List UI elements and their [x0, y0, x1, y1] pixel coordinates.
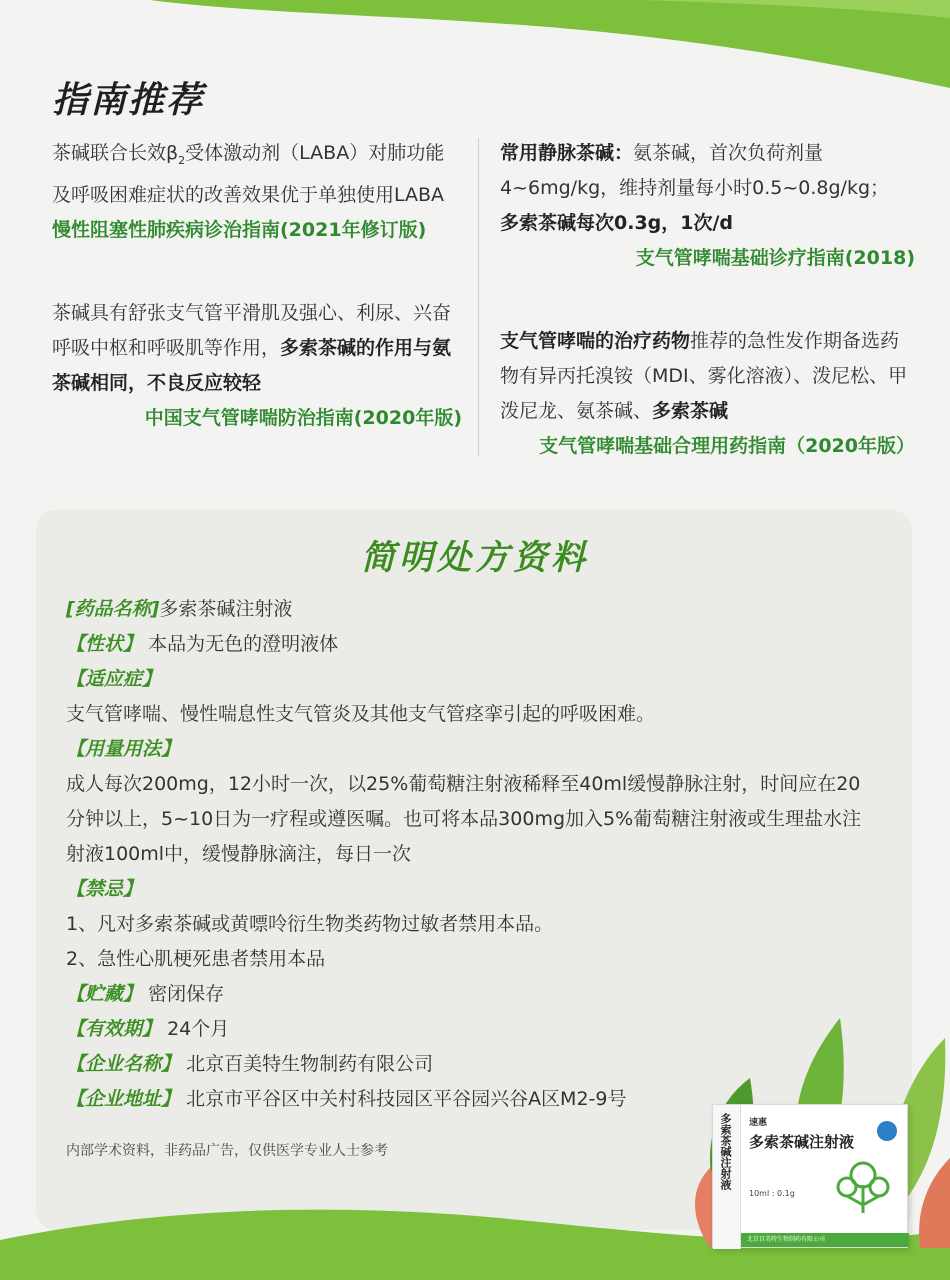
guide-title: 指南推荐 [52, 80, 205, 121]
column-divider [478, 138, 479, 456]
disclaimer-note: 内部学术资料，非药品广告，仅供医学专业人士参考 [66, 1143, 388, 1159]
guide-left-column [52, 136, 462, 436]
product-box-side: 多索茶碱注射液 [713, 1105, 741, 1249]
contraindication-2: 2、急性心肌梗死患者禁用本品 [66, 948, 326, 970]
expiry-row: 【有效期】 24个月 [66, 1018, 230, 1040]
company-row: 【企业名称】 北京百美特生物制药有限公司 [66, 1053, 434, 1075]
product-box-image [712, 1104, 908, 1248]
guide-right-bottom-text: 支气管哮喘的治疗药物推荐的急性发作期备选药物有异丙托溴铵（MDI、雾化溶液）、泼尼松、甲泼尼龙、氨茶碱、多索茶碱 [500, 330, 908, 422]
guide-right-column [500, 136, 915, 464]
storage-row: 【贮藏】 密闭保存 [66, 983, 225, 1005]
address-row: 【企业地址】 北京市平谷区中关村科技园区平谷园兴谷A区M2-9号 [66, 1088, 627, 1110]
guide-right-bottom-source: 支气管哮喘基础合理用药指南（2020年版） [539, 435, 915, 457]
indication-label: 【适应症】 [66, 668, 162, 690]
guide-left-top-source: 慢性阻塞性肺疾病诊治指南(2021年修订版) [52, 218, 427, 241]
guide-right-top-text: 常用静脉茶碱：氨茶碱，首次负荷剂量4~6mg/kg，维持剂量每小时0.5~0.8g/kg； 多索茶碱每次0.3g，1次/d [500, 142, 890, 234]
drug-name-row: [药品名称]多索茶碱注射液 [66, 598, 293, 620]
tree-logo-icon [833, 1155, 893, 1215]
guide-right-top-source: 支气管哮喘基础诊疗指南(2018) [635, 247, 915, 269]
company-logo-icon [877, 1121, 897, 1141]
appearance-row: 【性状】 本品为无色的澄明液体 [66, 633, 339, 655]
guide-left-bottom-text: 茶碱具有舒张支气管平滑肌及强心、利尿、兴奋呼吸中枢和呼吸肌等作用，多索茶碱的作用与氨茶碱相同，不良反应较轻 [52, 301, 452, 394]
product-spec: 10ml : 0.1g [749, 1189, 795, 1198]
product-maker: 北京百美特生物制药有限公司 [741, 1233, 909, 1247]
dosage-value: 成人每次200mg，12小时一次，以25%葡萄糖注射液稀释至40ml缓慢静脉注射，时间应在20分钟以上，5~10日为一疗程或遵医嘱。也可将本品300mg加入5%葡萄糖注射液或生理盐水注射液100ml中，缓慢静脉滴注，每日一次 [66, 773, 862, 865]
product-brand: 速惠 [749, 1118, 768, 1128]
product-name: 多索茶碱注射液 [749, 1133, 855, 1151]
contraindication-1: 1、凡对多索茶碱或黄嘌呤衍生物类药物过敏者禁用本品。 [66, 913, 554, 935]
guide-left-bottom-source: 中国支气管哮喘防治指南(2020年版) [144, 406, 462, 429]
prescription-title: 简明处方资料 [361, 538, 589, 578]
contraindication-label: 【禁忌】 [66, 878, 143, 900]
guide-left-top-text: 茶碱联合长效$\beta_2$受体激动剂（LABA）对肺功能及呼吸困难症状的改善效果优于单独使用LABA [52, 142, 445, 206]
dosage-label: 【用量用法】 [66, 738, 181, 760]
indication-value: 支气管哮喘、慢性喘息性支气管炎及其他支气管痉挛引起的呼吸困难。 [66, 703, 656, 725]
